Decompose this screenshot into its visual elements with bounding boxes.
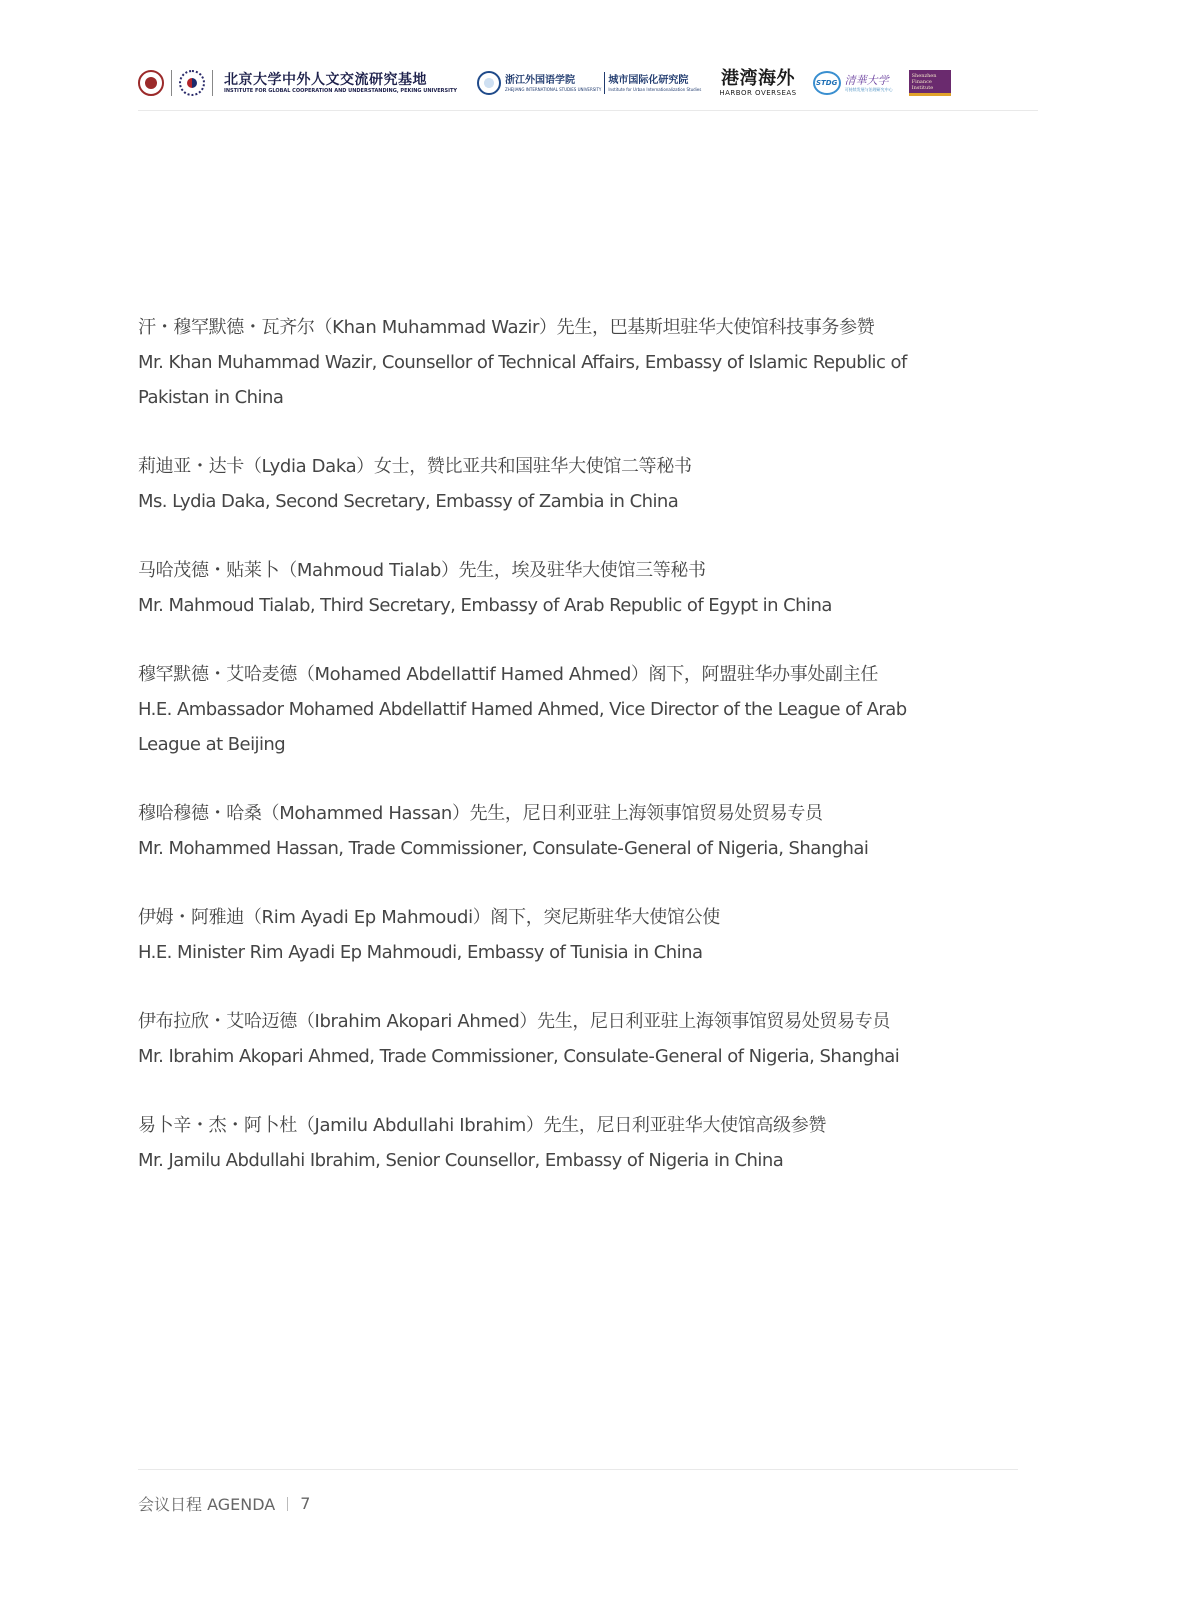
list-item	[138, 900, 1018, 970]
list-item	[138, 553, 1018, 623]
list-item	[138, 657, 1018, 762]
shenzhen-finance-institute-logo	[909, 70, 951, 96]
attendee-title-en: Mr. Ibrahim Akopari Ahmed, Trade Commissioner, Consulate-General of Nigeria, Shanghai	[138, 1046, 900, 1067]
zisu-emblem-icon	[477, 71, 501, 95]
attendee-title-en: Mr. Mahmoud Tialab, Third Secretary, Embassy of Arab Republic of Egypt in China	[138, 595, 832, 616]
zisu-logo-text	[505, 74, 601, 93]
attendee-name-cn: 伊布拉欣・艾哈迈德（Ibrahim Akopari Ahmed）先生，尼日利亚驻上海领事馆贸易处贸易专员	[138, 1011, 891, 1032]
stdg-logo-icon: STDG	[813, 71, 841, 95]
attendee-name-cn: 莉迪亚・达卡（Lydia Daka）女士，赞比亚共和国驻华大使馆二等秘书	[138, 456, 692, 477]
attendee-title-en: Mr. Khan Muhammad Wazir, Counsellor of Technical Affairs, Embassy of Islamic Republic of Pakistan in China	[138, 352, 907, 408]
footer-divider	[138, 1469, 1018, 1470]
urban-institute-name-cn: 城市国际化研究院	[608, 74, 689, 86]
attendee-title-en: H.E. Ambassador Mohamed Abdellattif Hamed Ahmed, Vice Director of the League of Arab League at Beijing	[138, 699, 907, 755]
attendee-name-cn: 易卜辛・杰・阿卜杜（Jamilu Abdullahi Ibrahim）先生，尼日利亚驻华大使馆高级参赞	[138, 1115, 826, 1136]
urban-institute-logo-text	[608, 74, 701, 93]
zisu-name-en: ZHEJIANG INTERNATIONAL STUDIES UNIVERSITY	[505, 86, 602, 92]
zisu-name-cn: 浙江外国语学院	[505, 74, 576, 86]
peking-university-emblem-icon	[138, 70, 164, 96]
attendee-list	[138, 310, 1018, 1212]
harbor-name-cn: 港湾海外	[720, 67, 795, 89]
divider	[171, 70, 172, 96]
list-item	[138, 310, 1018, 415]
page-number: 7	[300, 1494, 311, 1513]
attendee-title-en: H.E. Minister Rim Ayadi Ep Mahmoudi, Embassy of Tunisia in China	[138, 942, 703, 963]
tsinghua-logo	[845, 74, 893, 93]
pku-logo-text	[224, 72, 457, 95]
urban-institute-name-en: Institute for Urban Internationalization Studies	[608, 86, 702, 92]
tsinghua-center-name: 可持续发展与治理研究中心	[844, 86, 893, 92]
attendee-name-cn: 穆罕默德・艾哈麦德（Mohamed Abdellattif Hamed Ahmed）阁下，阿盟驻华办事处副主任	[138, 664, 879, 685]
divider	[604, 72, 605, 94]
footer	[138, 1492, 310, 1515]
attendee-name-cn: 伊姆・阿雅迪（Rim Ayadi Ep Mahmoudi）阁下，突尼斯驻华大使馆公使	[138, 907, 720, 928]
divider	[212, 70, 213, 96]
list-item	[138, 1004, 1018, 1074]
list-item	[138, 796, 1018, 866]
igcu-emblem-icon	[179, 70, 205, 96]
attendee-name-cn: 马哈茂德・贴莱卜（Mahmoud Tialab）先生，埃及驻华大使馆三等秘书	[138, 560, 706, 581]
footer-separator	[287, 1497, 288, 1511]
sfi-name: Shenzhen Finance Institute	[911, 72, 937, 91]
list-item	[138, 1108, 1018, 1178]
attendee-title-en: Mr. Mohammed Hassan, Trade Commissioner, Consulate-General of Nigeria, Shanghai	[138, 838, 869, 859]
pku-name-cn: 北京大学中外人文交流研究基地	[224, 71, 427, 88]
harbor-name-en: HARBOR OVERSEAS	[719, 88, 797, 97]
header-logos	[138, 66, 1038, 100]
footer-label: 会议日程 AGENDA	[138, 1495, 276, 1514]
harbor-overseas-logo	[719, 69, 796, 98]
attendee-name-cn: 汗・穆罕默德・瓦齐尔（Khan Muhammad Wazir）先生，巴基斯坦驻华大使馆科技事务参赞	[138, 317, 875, 338]
header-divider	[138, 110, 1038, 111]
attendee-title-en: Mr. Jamilu Abdullahi Ibrahim, Senior Counsellor, Embassy of Nigeria in China	[138, 1150, 784, 1171]
tsinghua-name-cn: 清華大学	[844, 73, 889, 87]
attendee-name-cn: 穆哈穆德・哈桑（Mohammed Hassan）先生，尼日利亚驻上海领事馆贸易处贸易专员	[138, 803, 823, 824]
list-item	[138, 449, 1018, 519]
attendee-title-en: Ms. Lydia Daka, Second Secretary, Embassy of Zambia in China	[138, 491, 679, 512]
pku-name-en: INSTITUTE FOR GLOBAL COOPERATION AND UNDERSTANDING, PEKING UNIVERSITY	[224, 87, 458, 94]
